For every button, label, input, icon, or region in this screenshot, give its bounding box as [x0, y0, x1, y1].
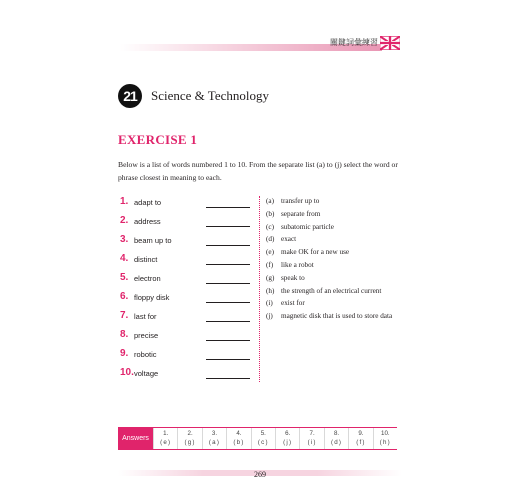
word-text: robotic	[134, 350, 157, 359]
word-text: last for	[134, 312, 157, 321]
exercise-title: EXERCISE 1	[118, 132, 198, 147]
answer-value: (j)	[283, 438, 293, 446]
word-number: 2.	[120, 215, 129, 226]
answer-blank	[206, 378, 250, 379]
option-text: the strength of an electrical current	[281, 286, 382, 295]
answer-value: (g)	[184, 438, 196, 446]
word-number: 5.	[120, 272, 129, 283]
answer-cell	[153, 428, 177, 449]
option-text: make OK for a new use	[281, 248, 350, 257]
word-number: 6.	[120, 291, 129, 302]
answer-value: (e)	[160, 438, 172, 446]
word-text: floppy disk	[134, 293, 170, 302]
option-letter: (b)	[266, 209, 275, 218]
chapter-title: Science & Technology	[151, 88, 269, 103]
option-letter: (g)	[266, 273, 275, 282]
answer-cell	[275, 428, 299, 449]
option-letter: (d)	[266, 235, 275, 244]
answer-blank	[206, 245, 250, 246]
answer-cell	[299, 428, 323, 449]
word-text: adapt to	[134, 198, 162, 207]
option-letter: (c)	[266, 222, 274, 231]
word-text: voltage	[134, 369, 159, 378]
answers-label: Answers	[118, 428, 153, 449]
page-number: 269	[254, 470, 266, 479]
word-number: 1.	[120, 196, 129, 207]
option-text: magnetic disk that is used to store data	[281, 312, 393, 321]
answer-number: 9.	[358, 430, 364, 437]
header-title: 關鍵詞彙練習	[330, 38, 378, 47]
answer-blank	[206, 264, 250, 265]
answer-value: (d)	[330, 438, 343, 446]
answer-value: (c)	[257, 438, 269, 446]
answer-number: 5.	[260, 430, 266, 437]
answer-number: 2.	[187, 430, 193, 437]
word-text: electron	[134, 274, 161, 283]
word-number: 9.	[120, 348, 129, 359]
answer-cell	[324, 428, 348, 449]
answer-cell	[373, 428, 397, 449]
answer-blank	[206, 302, 250, 303]
answer-blank	[206, 321, 250, 322]
word-text: beam up to	[134, 236, 172, 245]
answer-value: (b)	[233, 438, 245, 446]
answer-cell	[202, 428, 226, 449]
option-letter: (e)	[266, 248, 274, 257]
option-text: speak to	[281, 273, 305, 282]
word-text: address	[134, 217, 161, 226]
answer-number: 7.	[309, 430, 315, 437]
option-text: transfer up to	[281, 197, 320, 205]
answer-number: 3.	[211, 430, 218, 437]
option-text: exact	[281, 235, 297, 244]
option-letter: (a)	[266, 197, 274, 205]
answer-value: (h)	[379, 438, 391, 446]
uk-flag-icon	[380, 36, 400, 50]
answer-cell	[348, 428, 372, 449]
option-letter: (i)	[266, 299, 273, 308]
answer-cell	[177, 428, 201, 449]
option-text: separate from	[281, 209, 321, 218]
word-number: 4.	[120, 253, 129, 264]
word-number: 3.	[120, 234, 129, 245]
option-text: exist for	[281, 299, 305, 308]
option-text: like a robot	[281, 261, 314, 269]
word-number: 8.	[120, 329, 129, 340]
answer-number: 10.	[381, 430, 390, 437]
word-number: 7.	[120, 310, 129, 321]
answer-blank	[206, 340, 250, 341]
answer-blank	[206, 226, 250, 227]
word-number: 10.	[120, 367, 134, 378]
answers-table	[118, 427, 397, 450]
answer-number: 4.	[236, 430, 242, 437]
word-text: precise	[134, 331, 159, 340]
answer-blank	[206, 359, 250, 360]
option-letter: (j)	[266, 312, 273, 321]
answer-value: (a)	[208, 438, 221, 446]
chapter-number-badge: 21	[118, 84, 142, 108]
exercise-instructions: Below is a list of words numbered 1 to 10. From the separate list (a) to (j) select the word or phrase closest in meaning to each.	[118, 160, 398, 182]
answer-blank	[206, 283, 250, 284]
answer-value: (i)	[307, 438, 317, 446]
option-letter: (f)	[266, 261, 274, 269]
column-divider	[259, 196, 260, 382]
option-letter: (h)	[266, 286, 275, 295]
answer-number: 8.	[333, 430, 340, 437]
answer-number: 6.	[285, 430, 291, 437]
answer-cell	[251, 428, 275, 449]
answer-cell	[226, 428, 250, 449]
word-text: distinct	[134, 255, 158, 264]
answer-number: 1.	[163, 430, 169, 437]
option-text: subatomic particle	[281, 222, 334, 231]
answer-value: (f)	[356, 438, 366, 446]
answer-blank	[206, 207, 250, 208]
